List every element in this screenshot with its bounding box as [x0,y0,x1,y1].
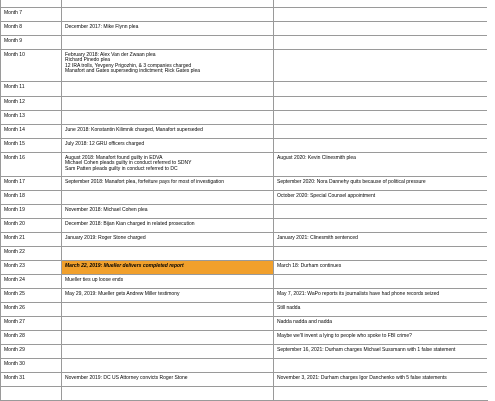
durham-event-cell[interactable] [274,331,488,345]
event-text: November 3, 2021: Durham charges Igor Danchenko with 5 false statements [277,374,447,381]
mueller-event-cell[interactable] [62,233,274,247]
durham-event-cell[interactable] [274,36,488,50]
durham-event-cell[interactable] [274,22,488,36]
event-text: September 2020: Nora Dannehy quits because of political pressure [277,178,426,185]
month-cell[interactable]: Month 15 [1,139,62,153]
month-cell[interactable]: Month 21 [1,233,62,247]
durham-event-cell[interactable] [274,261,488,275]
month-cell[interactable]: Month 30 [1,359,62,373]
durham-event-cell[interactable] [274,50,488,82]
event-text: January 2019: Roger Stone charged [65,234,146,241]
mueller-event-cell[interactable] [62,125,274,139]
event-text: September 2018: Manafort plea, forfeiture pays for most of investigation [65,178,224,185]
mueller-event-cell[interactable] [62,191,274,205]
mueller-event-cell[interactable] [62,373,274,387]
durham-event-cell[interactable] [274,289,488,303]
month-cell[interactable]: Month 25 [1,289,62,303]
table-row [1,219,488,233]
durham-event-cell[interactable] [274,111,488,125]
durham-event-cell[interactable] [274,317,488,331]
month-cell[interactable]: Month 13 [1,111,62,125]
table-row [1,153,488,177]
month-cell[interactable]: Month 18 [1,191,62,205]
table-row [1,387,488,401]
durham-event-cell[interactable] [274,345,488,359]
table-row [1,191,488,205]
mueller-event-cell[interactable] [62,219,274,233]
event-text: Nadda nadda and nadda [277,318,333,325]
event-text: June 2018: Konstantin Kilimnik charged, Manafort superseded [65,126,203,133]
month-cell[interactable]: Month 27 [1,317,62,331]
event-text: May 29, 2019: Mueller gets Andrew Miller testimony [65,290,180,297]
table-row [1,303,488,317]
month-cell[interactable]: Month 14 [1,125,62,139]
event-text [65,0,270,1]
durham-event-cell[interactable] [274,233,488,247]
table-row [1,50,488,82]
table-row [1,22,488,36]
table-row [1,205,488,219]
durham-event-cell[interactable] [274,373,488,387]
mueller-event-cell[interactable] [62,205,274,219]
event-text: May 7, 2021: WaPo reports its journalists have had phone records seized [277,290,440,297]
month-cell[interactable]: Month 22 [1,247,62,261]
durham-event-cell[interactable] [274,97,488,111]
table-row [1,177,488,191]
table-row [1,345,488,359]
table-row [1,8,488,22]
month-cell[interactable]: Month 23 [1,261,62,275]
event-text: Maybe we'll invent a lying to people who spoke to FBI crime? [277,332,412,339]
event-text: August 2018: Manafort found guilty in EDVA [65,154,163,161]
month-cell[interactable]: Month 31 [1,373,62,387]
table-row [1,0,488,8]
table-row [1,261,488,275]
event-text: Manafort and Gates superseding indictment; Rick Gates plea [65,68,201,75]
table-row [1,247,488,261]
event-text: Mueller ties up loose ends [65,276,124,283]
durham-event-cell[interactable] [274,387,488,401]
durham-event-cell[interactable] [274,275,488,289]
durham-event-cell[interactable] [274,0,488,8]
month-cell[interactable]: Month 16 [1,153,62,177]
month-cell[interactable] [1,0,62,8]
month-cell[interactable]: Month 9 [1,36,62,50]
event-text: December 2018: Bijan Kian charged in related prosecution [65,220,195,227]
timeline-table-body [1,0,488,401]
page-margin [487,0,495,400]
mueller-event-cell[interactable] [62,275,274,289]
month-cell[interactable]: Month 24 [1,275,62,289]
mueller-event-cell[interactable] [62,345,274,359]
mueller-event-cell[interactable] [62,97,274,111]
event-text: October 2020: Special Counsel appointment [277,192,376,199]
table-row [1,82,488,97]
table-row [1,139,488,153]
durham-event-cell[interactable] [274,153,488,177]
month-cell[interactable]: Month 28 [1,331,62,345]
table-row [1,331,488,345]
durham-event-cell[interactable] [274,8,488,22]
event-text: March 22, 2019: Mueller delivers completed report [65,262,184,269]
durham-event-cell[interactable] [274,219,488,233]
event-text: August 2020: Kevin Clinesmith plea [277,154,356,161]
mueller-event-cell[interactable] [62,8,274,22]
event-text: March 18: Durham continues [277,262,342,269]
mueller-event-cell[interactable] [62,177,274,191]
mueller-event-cell[interactable] [62,261,274,275]
event-text: December 2017: Mike Flynn plea [65,23,139,30]
table-row [1,97,488,111]
mueller-event-cell[interactable] [62,331,274,345]
month-cell[interactable]: Month 20 [1,219,62,233]
durham-event-cell[interactable] [274,247,488,261]
event-text: Richard Pinedo plea [65,57,111,64]
table-row [1,317,488,331]
month-cell[interactable]: Month 12 [1,97,62,111]
durham-event-cell[interactable] [274,125,488,139]
month-cell[interactable]: Month 29 [1,345,62,359]
month-cell[interactable]: Month 17 [1,177,62,191]
mueller-event-cell[interactable] [62,247,274,261]
durham-event-cell[interactable] [274,191,488,205]
durham-event-cell[interactable] [274,359,488,373]
table-row [1,373,488,387]
table-row [1,289,488,303]
month-cell[interactable]: Month 7 [1,8,62,22]
durham-event-cell[interactable] [274,177,488,191]
month-cell[interactable]: Month 10 [1,50,62,82]
month-cell[interactable]: Month 11 [1,82,62,97]
mueller-event-cell[interactable] [62,359,274,373]
event-text: November 2018: Michael Cohen plea [65,206,148,213]
mueller-event-cell[interactable] [62,111,274,125]
mueller-event-cell[interactable] [62,153,274,177]
month-cell[interactable]: Month 26 [1,303,62,317]
event-text: Still nadda [277,304,301,311]
month-cell[interactable]: Month 19 [1,205,62,219]
table-row [1,233,488,247]
mueller-event-cell[interactable] [62,50,274,82]
mueller-event-cell[interactable] [62,387,274,401]
event-text: January 2021: Clinesmith sentenced [277,234,358,241]
month-cell[interactable] [1,387,62,401]
event-text: September 16, 2021: Durham charges Michael Sussmann with 1 false statement [277,346,456,353]
table-row [1,125,488,139]
event-text: Sam Patten pleads guilty in conduct referred to DC [65,165,178,172]
durham-event-cell[interactable] [274,303,488,317]
mueller-event-cell[interactable] [62,139,274,153]
mueller-event-cell[interactable] [62,22,274,36]
mueller-event-cell[interactable] [62,303,274,317]
table-row [1,275,488,289]
table-row [1,359,488,373]
event-text: November 2019: DC US Attorney convicts Roger Stone [65,374,188,381]
table-row [1,111,488,125]
durham-event-cell[interactable] [274,139,488,153]
mueller-event-cell[interactable] [62,36,274,50]
event-text: February 2018: Alex Van der Zwaan plea [65,51,156,58]
event-text: 12 IRA trolls, Yevgeny Prigozhin, & 3 companies charged [65,62,192,69]
mueller-event-cell[interactable] [62,317,274,331]
mueller-event-cell[interactable] [62,0,274,8]
mueller-event-cell[interactable] [62,289,274,303]
event-text: July 2018: 12 GRU officers charged [65,140,145,147]
durham-event-cell[interactable] [274,82,488,97]
month-cell[interactable]: Month 8 [1,22,62,36]
event-text: Michael Cohen pleads guilty in conduct referred to SDNY [65,160,192,167]
mueller-event-cell[interactable] [62,82,274,97]
table-row [1,36,488,50]
durham-event-cell[interactable] [274,205,488,219]
